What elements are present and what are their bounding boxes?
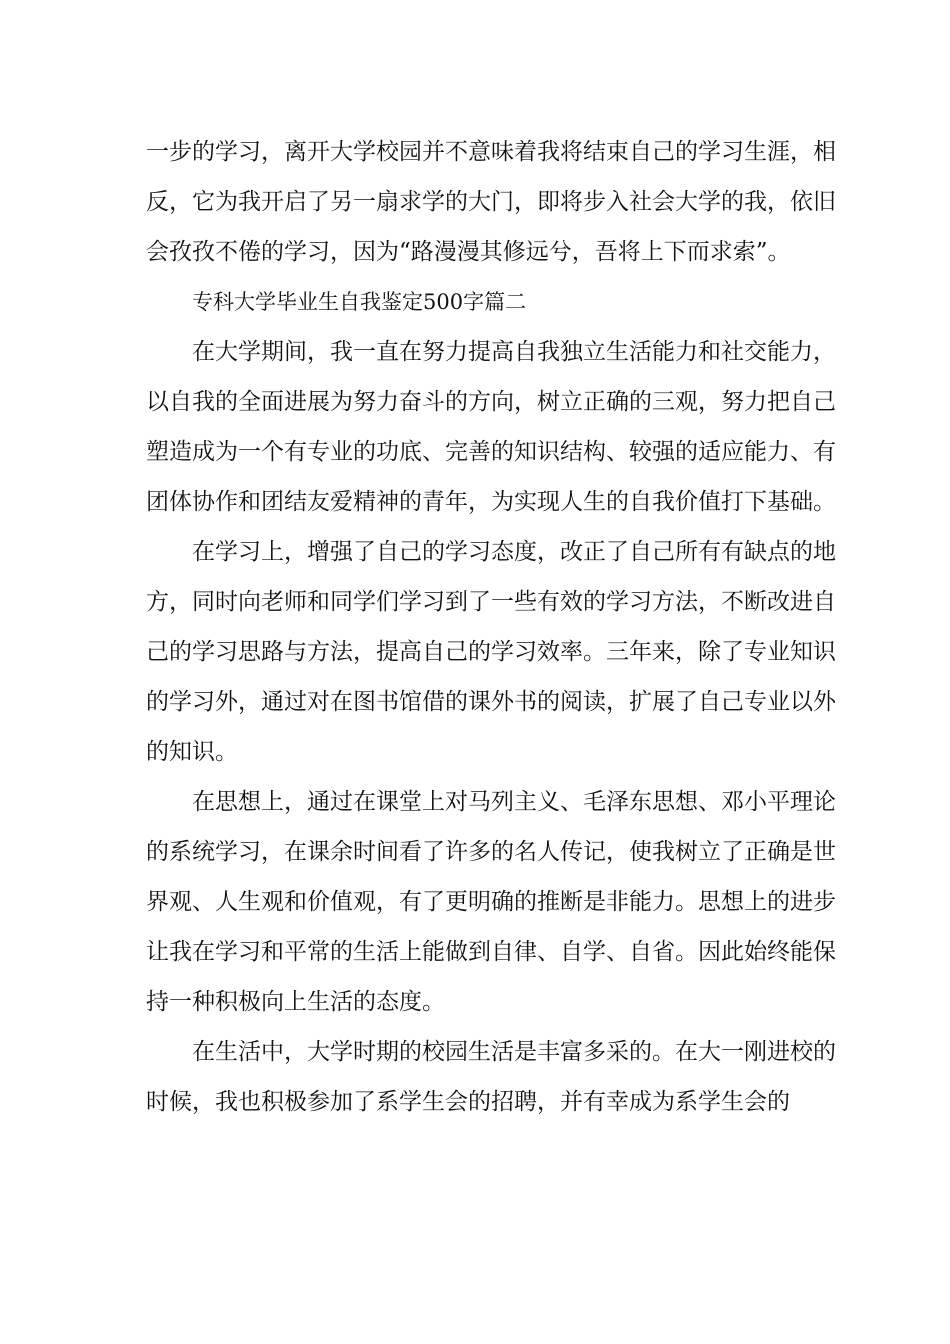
section-title: 专科大学毕业生自我鉴定500字篇二 bbox=[192, 290, 527, 314]
body-paragraph: 在大学期间，我一直在努力提高自我独立生活能力和社交能力，以自我的全面进展为努力奋斗的方向，树立正确的三观，努力把自己塑造成为一个有专业的功底、完善的知识结构、较强的适应能力、有团体协作和团结友爱精神的青年，为实现人生的自我价值打下基础。 bbox=[146, 339, 836, 515]
document-body bbox=[146, 127, 836, 1127]
body-paragraph: 在生活中，大学时期的校园生活是丰富多采的。在大一刚进校的时候，我也积极参加了系学生会的招聘，并有幸成为系学生会的 bbox=[146, 1039, 836, 1115]
body-paragraph: 在思想上，通过在课堂上对马列主义、毛泽东思想、邓小平理论的系统学习，在课余时间看了许多的名人传记，使我树立了正确是世界观、人生观和价值观，有了更明确的推断是非能力。思想上的进步让我在学习和平常的生活上能做到自律、自学、自省。因此始终能保持一种积极向上生活的态度。 bbox=[146, 789, 836, 1015]
continuation-paragraph: 一步的学习，离开大学校园并不意味着我将结束自己的学习生涯，相反，它为我开启了另一扇求学的大门，即将步入社会大学的我，依旧会孜孜不倦的学习，因为“路漫漫其修远兮，吾将上下而求索”。 bbox=[146, 139, 836, 265]
body-paragraph: 在学习上，增强了自己的学习态度，改正了自己所有有缺点的地方，同时向老师和同学们学习到了一些有效的学习方法，不断改进自己的学习思路与方法，提高自己的学习效率。三年来，除了专业知识的学习外，通过对在图书馆借的课外书的阅读，扩展了自己专业以外的知识。 bbox=[146, 539, 836, 765]
